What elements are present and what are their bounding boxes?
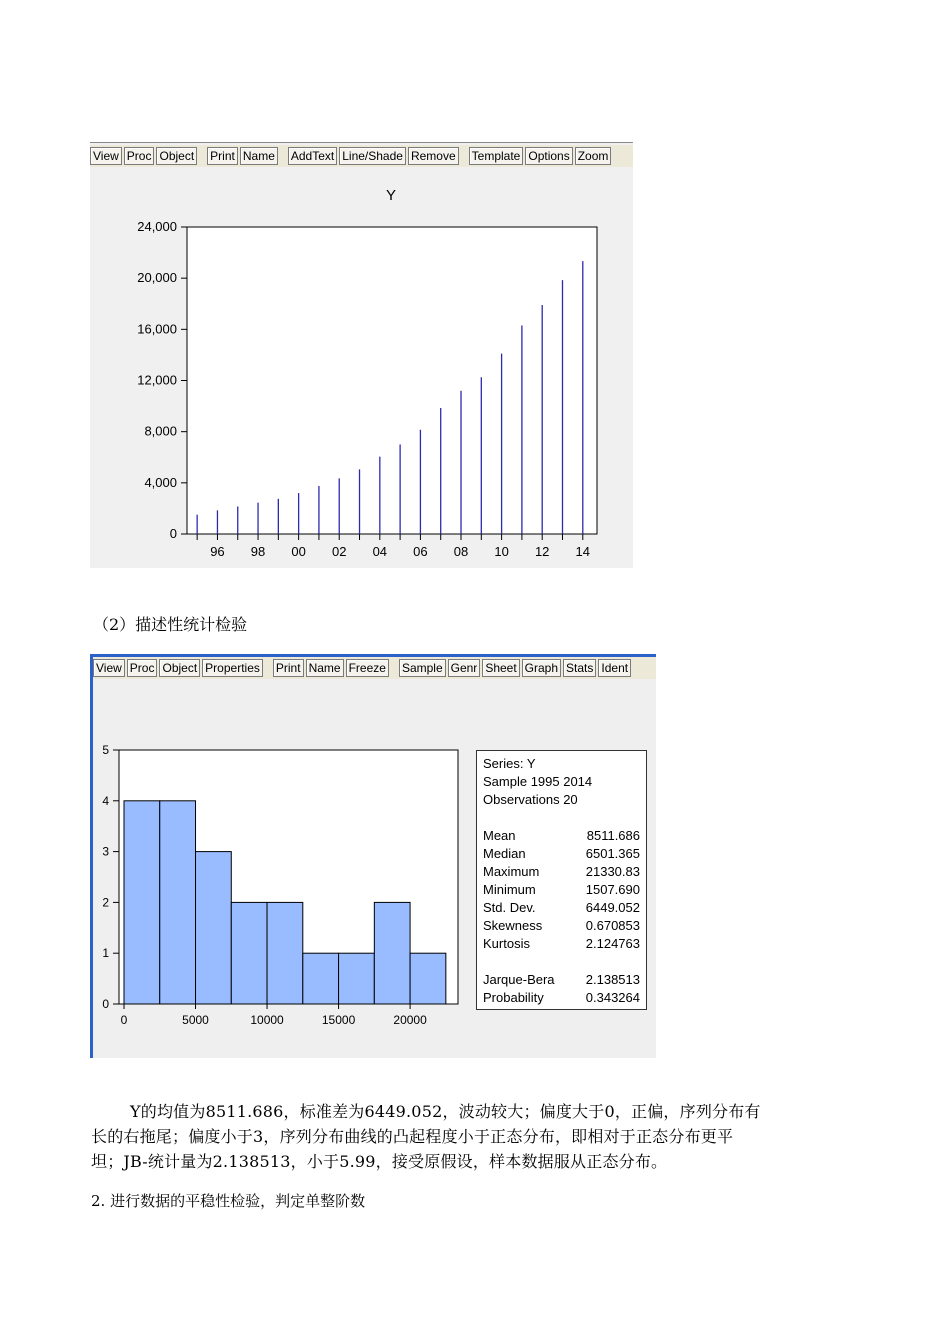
hist-bar-4 (267, 902, 303, 1004)
hist-bar-5 (303, 953, 339, 1004)
stats-label: Skewness (483, 918, 543, 933)
x-tick-label: 00 (291, 544, 306, 559)
stats-row (483, 917, 640, 935)
toolbar-button-addtext[interactable]: AddText (288, 147, 337, 165)
stats-label: Mean (483, 828, 516, 843)
toolbar-button-object[interactable]: Object (159, 659, 200, 677)
toolbar-button-options[interactable]: Options (525, 147, 572, 165)
x-tick-label: 0 (120, 1013, 128, 1027)
y-tick-label: 16,000 (137, 321, 177, 337)
section-heading: （2）描述性统计检验 (93, 615, 248, 634)
stats-value: 1507.690 (585, 882, 640, 897)
toolbar-button-properties[interactable]: Properties (202, 659, 263, 677)
y-tick-label: 8,000 (144, 423, 177, 439)
y-tick-label: 20,000 (137, 270, 177, 286)
hist-bar-0 (124, 801, 160, 1004)
stats-header-line: Observations 20 (483, 792, 578, 807)
plot-frame (187, 227, 597, 534)
hist-bar-8 (410, 953, 446, 1004)
x-tick-label: 02 (331, 544, 347, 559)
toolbar-button-stats[interactable]: Stats (563, 659, 596, 677)
spike-chart-y (90, 167, 633, 567)
stats-header-line: Series: Y (483, 756, 536, 771)
x-tick-label: 20000 (393, 1013, 427, 1027)
y-tick-label: 5 (102, 743, 109, 757)
stats-row (483, 989, 640, 1007)
x-tick-label: 10 (494, 544, 509, 559)
stats-value: 2.138513 (585, 972, 640, 987)
toolbar-button-proc[interactable]: Proc (124, 147, 155, 165)
toolbar-button-sample[interactable]: Sample (399, 659, 446, 677)
y-tick-label: 12,000 (137, 372, 177, 388)
y-tick-label: 1 (102, 946, 109, 961)
x-tick-label: 98 (250, 544, 266, 559)
hist-bar-2 (196, 852, 232, 1004)
toolbar-button-lineshade[interactable]: Line/Shade (339, 147, 406, 165)
toolbar-button-object[interactable]: Object (156, 147, 197, 165)
stats-row (483, 845, 640, 863)
y-tick-label: 0 (169, 526, 177, 541)
stats-value: 2.124763 (585, 936, 640, 951)
paragraph-line-3: 坦；JB-统计量为2.138513，小于5.99，接受原假设，样本数据服从正态分布。 (91, 1152, 668, 1171)
stats-label: Kurtosis (483, 936, 530, 951)
step-heading: 2. 进行数据的平稳性检验，判定单整阶数 (91, 1192, 366, 1210)
toolbar-button-freeze[interactable]: Freeze (346, 659, 389, 677)
stats-label: Median (483, 846, 526, 861)
x-tick-label: 12 (534, 544, 550, 559)
toolbar-button-remove[interactable]: Remove (408, 147, 459, 165)
stats-label: Jarque-Bera (483, 972, 555, 987)
toolbar-button-name[interactable]: Name (306, 659, 344, 677)
hist-bar-7 (374, 902, 410, 1004)
stats-value: 6449.052 (585, 900, 640, 915)
stats-value: 6501.365 (585, 846, 640, 861)
paragraph-line-1: Y的均值为8511.686，标准差为6449.052，波动较大；偏度大于0，正偏，序列分布有 (130, 1102, 761, 1121)
toolbar-button-sheet[interactable]: Sheet (482, 659, 519, 677)
stats-row (483, 863, 640, 881)
toolbar-button-graph[interactable]: Graph (522, 659, 561, 677)
x-tick-label: 04 (372, 544, 388, 559)
hist-bar-3 (231, 902, 267, 1004)
histogram-chart (93, 679, 473, 1058)
toolbar-button-ident[interactable]: Ident (598, 659, 631, 677)
toolbar-button-zoom[interactable]: Zoom (575, 147, 612, 165)
stats-label: Maximum (483, 864, 540, 879)
stats-value: 8511.686 (586, 828, 640, 843)
stats-row (483, 899, 640, 917)
graph-toolbar-1 (90, 145, 633, 167)
stats-value: 0.343264 (585, 990, 640, 1005)
stats-value: 0.670853 (585, 918, 640, 933)
paragraph-line-2: 长的右拖尾；偏度小于3，序列分布曲线的凸起程度小于正态分布，即相对于正态分布更平 (91, 1127, 734, 1146)
toolbar-button-proc[interactable]: Proc (127, 659, 158, 677)
toolbar-button-template[interactable]: Template (469, 147, 524, 165)
toolbar-button-view[interactable]: View (93, 659, 125, 677)
x-tick-label: 14 (575, 544, 591, 559)
x-tick-label: 10000 (250, 1013, 284, 1027)
x-tick-label: 06 (413, 544, 428, 559)
y-tick-label: 0 (102, 997, 109, 1011)
x-tick-label: 96 (210, 544, 225, 559)
y-tick-label: 3 (102, 844, 109, 859)
stats-value: 21330.83 (585, 864, 640, 879)
stats-label: Probability (483, 990, 544, 1005)
y-tick-label: 4,000 (144, 474, 177, 490)
y-tick-label: 2 (102, 895, 109, 910)
toolbar-button-name[interactable]: Name (240, 147, 278, 165)
hist-bar-1 (160, 801, 196, 1004)
stats-label: Std. Dev. (483, 900, 536, 915)
graph-toolbar-2 (93, 657, 656, 679)
x-tick-label: 5000 (182, 1013, 209, 1027)
y-tick-label: 4 (102, 793, 109, 808)
descriptive-stats-box (476, 750, 647, 1010)
chart-title: Y (385, 187, 397, 204)
toolbar-button-print[interactable]: Print (207, 147, 238, 165)
toolbar-button-genr[interactable]: Genr (448, 659, 481, 677)
stats-row (483, 935, 640, 953)
toolbar-button-print[interactable]: Print (273, 659, 304, 677)
stats-row (483, 971, 640, 989)
y-tick-label: 24,000 (137, 219, 177, 234)
x-tick-label: 08 (453, 544, 469, 559)
hist-bar-6 (339, 953, 375, 1004)
stats-header-line: Sample 1995 2014 (483, 774, 593, 789)
stats-label: Minimum (483, 882, 536, 897)
toolbar-button-view[interactable]: View (90, 147, 122, 165)
stats-row (483, 827, 640, 845)
x-tick-label: 15000 (321, 1013, 356, 1027)
stats-row (483, 881, 640, 899)
